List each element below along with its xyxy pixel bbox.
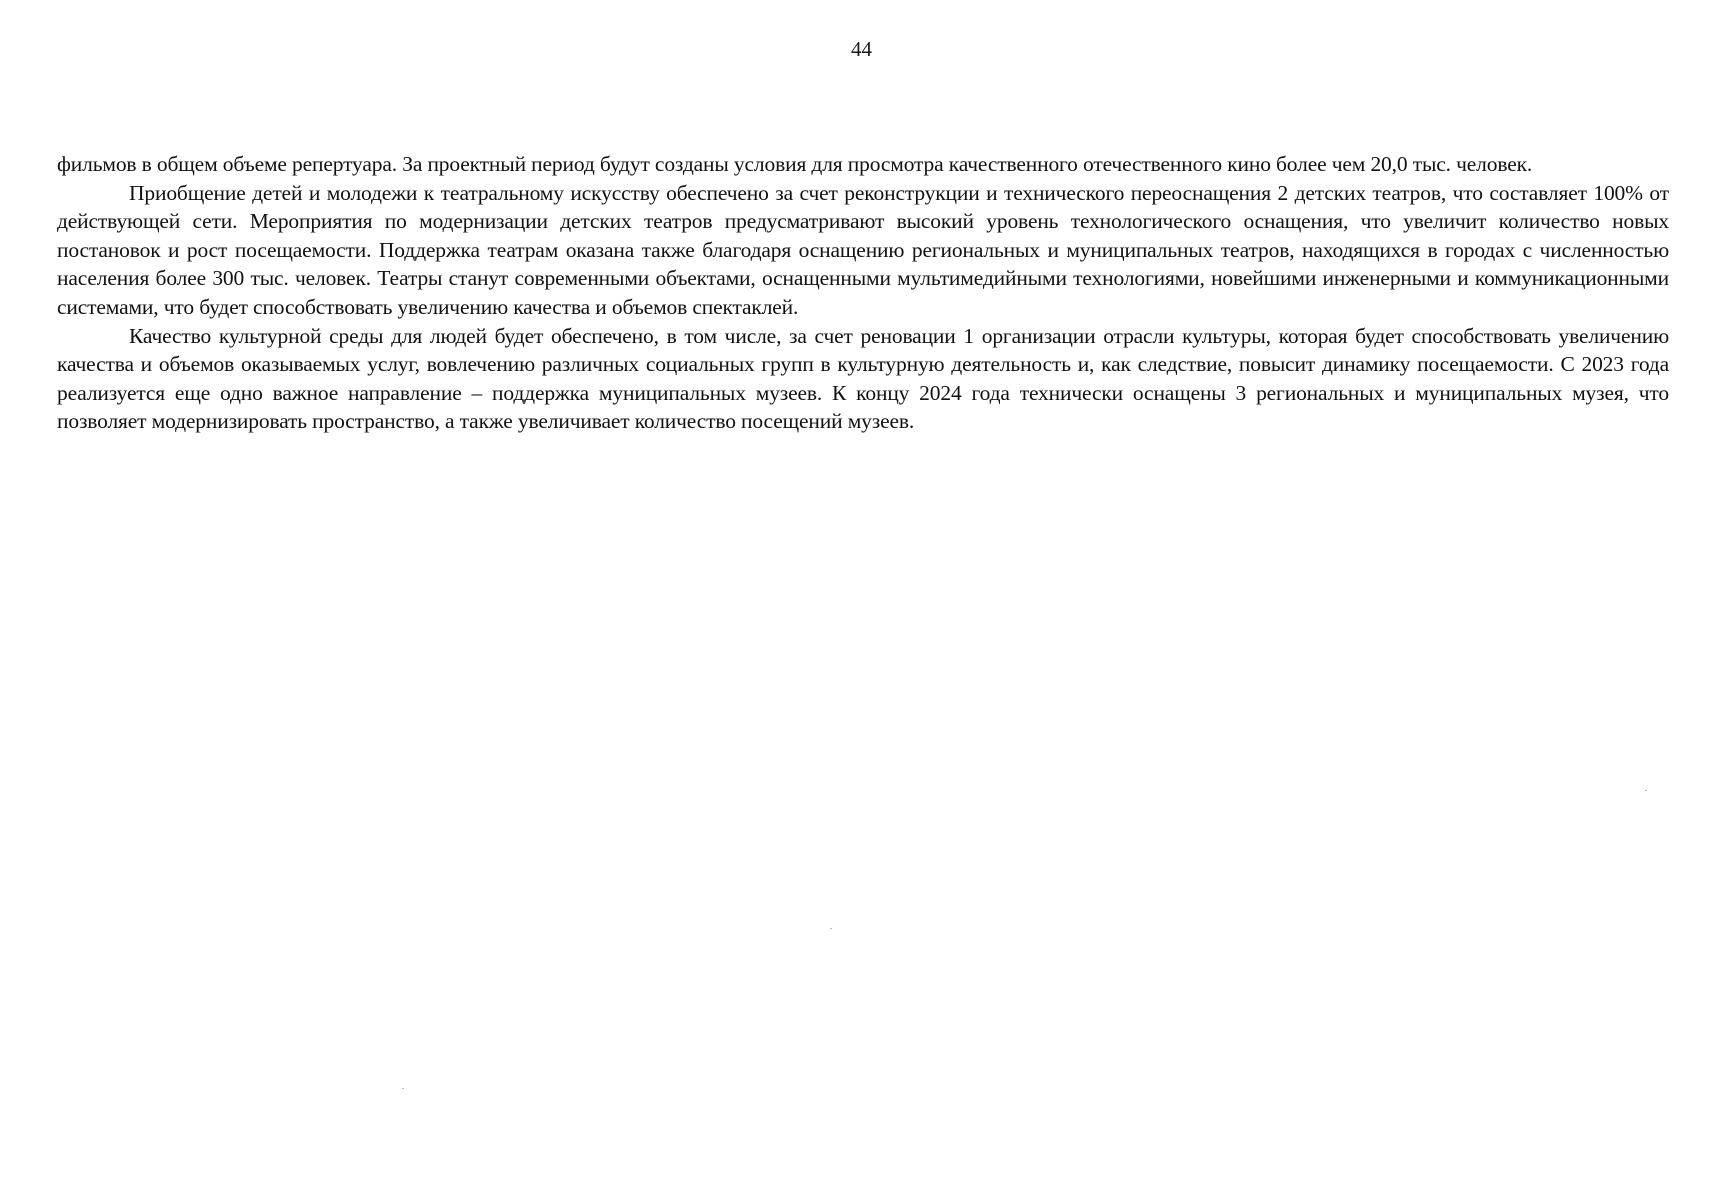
page-number: 44 xyxy=(851,37,872,61)
scan-speck xyxy=(402,1088,404,1089)
document-body xyxy=(57,150,1669,436)
paragraph-cultural-environment: Качество культурной среды для людей будет обеспечено, в том числе, за счет реновации 1 организации отрасли культуры, которая будет способствовать увеличению качества и объемов оказываемых услуг, вовлечению различных социальных групп в культурную деятельность и, как следствие, повысит динамику посещаемости. С 2023 года реализуется еще одно важное направление – поддержка муниципальных музеев. К концу 2024 года технически оснащены 3 региональных и муниципальных музея, что позволяет модернизировать пространство, а также увеличивает количество посещений музеев. xyxy=(57,323,1669,434)
paragraph-continuation: фильмов в общем объеме репертуара. За проектный период будут созданы условия для просмотра качественного отечественного кино более чем 20,0 тыс. человек. xyxy=(57,152,1533,176)
paragraph-theatres: Приобщение детей и молодежи к театральному искусству обеспечено за счет реконструкции и технического переоснащения 2 детских театров, что составляет 100% от действующей сети. Мероприятия по модернизации детских театров предусматривают высокий уровень технологического оснащения, что увеличит количество новых постановок и рост посещаемости. Поддержка театрам оказана также благодаря оснащению региональных и муниципальных театров, находящихся в городах с численностью населения более 300 тыс. человек. Театры станут современными объектами, оснащенными мультимедийными технологиями, новейшими инженерными и коммуникационными системами, что будет способствовать увеличению качества и объемов спектаклей. xyxy=(57,180,1669,319)
scan-speck xyxy=(1645,790,1647,791)
scan-speck xyxy=(830,928,832,929)
